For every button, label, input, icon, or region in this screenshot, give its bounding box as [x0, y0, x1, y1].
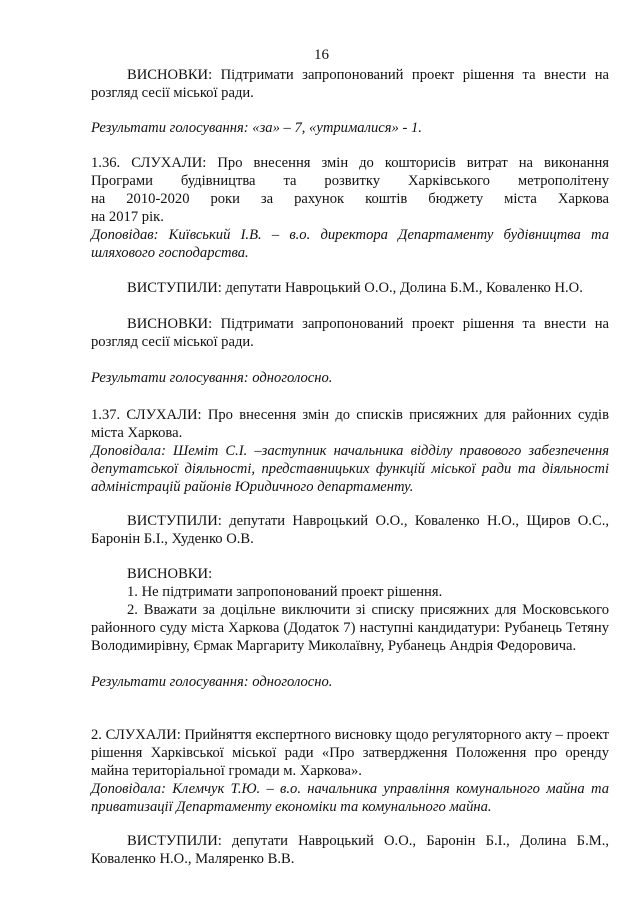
vote-result-label: Результати голосування: — [91, 370, 249, 386]
spoke-text: депутати Навроцький О.О., Долина Б.М., Коваленко Н.О. — [221, 280, 583, 296]
conclusion-item: 2. Вважати за доцільне виключити зі списку присяжних для Московського районного суду міста Харкова (Додаток 7) наступні кандидатури: Рубанець Тетяну Володимирівну, Єрмак Маргариту Миколаївну, Рубанець Андрія Федоровича. — [91, 602, 609, 654]
heard-line: на 2010-2020 роки за рахунок коштів бюджету міста Харкова — [91, 191, 609, 207]
heard-text: Прийняття експертного висновку щодо регуляторного акту – проект рішення Харківської міської ради «Про затвердження Положення про оренду майна територіальної громади м. Харкова». — [91, 727, 609, 779]
vote-result-text: одноголосно. — [248, 370, 333, 386]
spoke-label: ВИСТУПИЛИ: — [127, 833, 222, 849]
heard-line: на 2017 рік. — [91, 209, 164, 225]
reporter-paragraph — [91, 226, 609, 262]
spoke-label: ВИСТУПИЛИ: — [127, 513, 222, 529]
vote-result — [91, 119, 609, 137]
spoke-text: депутати Навроцький О.О., Коваленко Н.О., Щиров О.С., Баронін Б.І., Худенко О.В. — [91, 513, 609, 547]
item-number: 1.37. — [91, 407, 121, 423]
spoke-text: депутати Навроцький О.О., Баронін Б.І., Долина Б.М., Коваленко Н.О., Маляренко В.В. — [91, 833, 609, 867]
page-number: 16 — [314, 47, 329, 63]
conclusion-label: ВИСНОВКИ: — [127, 67, 213, 83]
conclusion-text: Підтримати запропонований проект рішення та внести на розгляд сесії міської ради. — [91, 67, 609, 101]
heard-paragraph — [91, 154, 609, 172]
conclusion-label: ВИСНОВКИ: — [127, 316, 213, 332]
vote-result-label: Результати голосування: — [91, 120, 249, 136]
vote-result — [91, 369, 609, 387]
heard-paragraph — [91, 406, 609, 442]
heard-line: Програми будівництва та розвитку Харківського метрополітену — [91, 173, 609, 189]
reporter-paragraph — [91, 442, 609, 496]
conclusion-paragraph — [91, 66, 609, 102]
spoke-paragraph — [91, 832, 609, 868]
spoke-paragraph — [91, 512, 609, 548]
reporter-label: Доповідав: — [91, 227, 159, 243]
heard-paragraph — [91, 726, 609, 780]
conclusion-item: 1. Не підтримати запропонований проект рішення. — [127, 584, 443, 600]
conclusion-paragraph — [91, 315, 609, 351]
spoke-paragraph — [91, 279, 609, 297]
vote-result-label: Результати голосування: — [91, 674, 249, 690]
item-number: 1.36. — [91, 155, 121, 171]
heard-text: Про внесення змін до кошторисів витрат на виконання — [206, 155, 609, 171]
vote-result-text: одноголосно. — [248, 674, 333, 690]
heard-text: Про внесення змін до списків присяжних для районних судів міста Харкова. — [91, 407, 609, 441]
heard-label: СЛУХАЛИ: — [126, 407, 202, 423]
conclusion-label: ВИСНОВКИ: — [127, 566, 213, 582]
vote-result-text: «за» – 7, «утрималися» - 1. — [248, 120, 422, 136]
document-body — [91, 66, 609, 868]
reporter-text: Київський І.В. – в.о. директора Департаменту будівництва та шляхового господарства. — [91, 227, 609, 261]
item-number: 2. — [91, 727, 102, 743]
reporter-text: Клемчук Т.Ю. – в.о. начальника управління комунального майна та приватизації Департаменту економіки та комунального майна. — [91, 781, 609, 815]
reporter-label: Доповідала: — [91, 781, 166, 797]
spoke-label: ВИСТУПИЛИ: — [127, 280, 222, 296]
heard-label: СЛУХАЛИ: — [131, 155, 207, 171]
vote-result — [91, 673, 609, 691]
reporter-text: Шеміт С.І. –заступник начальника відділу правового забезпечення депутатської діяльності, представницьких функцій міської ради та діяльності адміністрацій районів Юридичного департаменту. — [91, 443, 609, 495]
heard-label: СЛУХАЛИ: — [105, 727, 181, 743]
conclusion-text: Підтримати запропонований проект рішення та внести на розгляд сесії міської ради. — [91, 316, 609, 350]
reporter-paragraph — [91, 780, 609, 816]
reporter-label: Доповідала: — [91, 443, 166, 459]
